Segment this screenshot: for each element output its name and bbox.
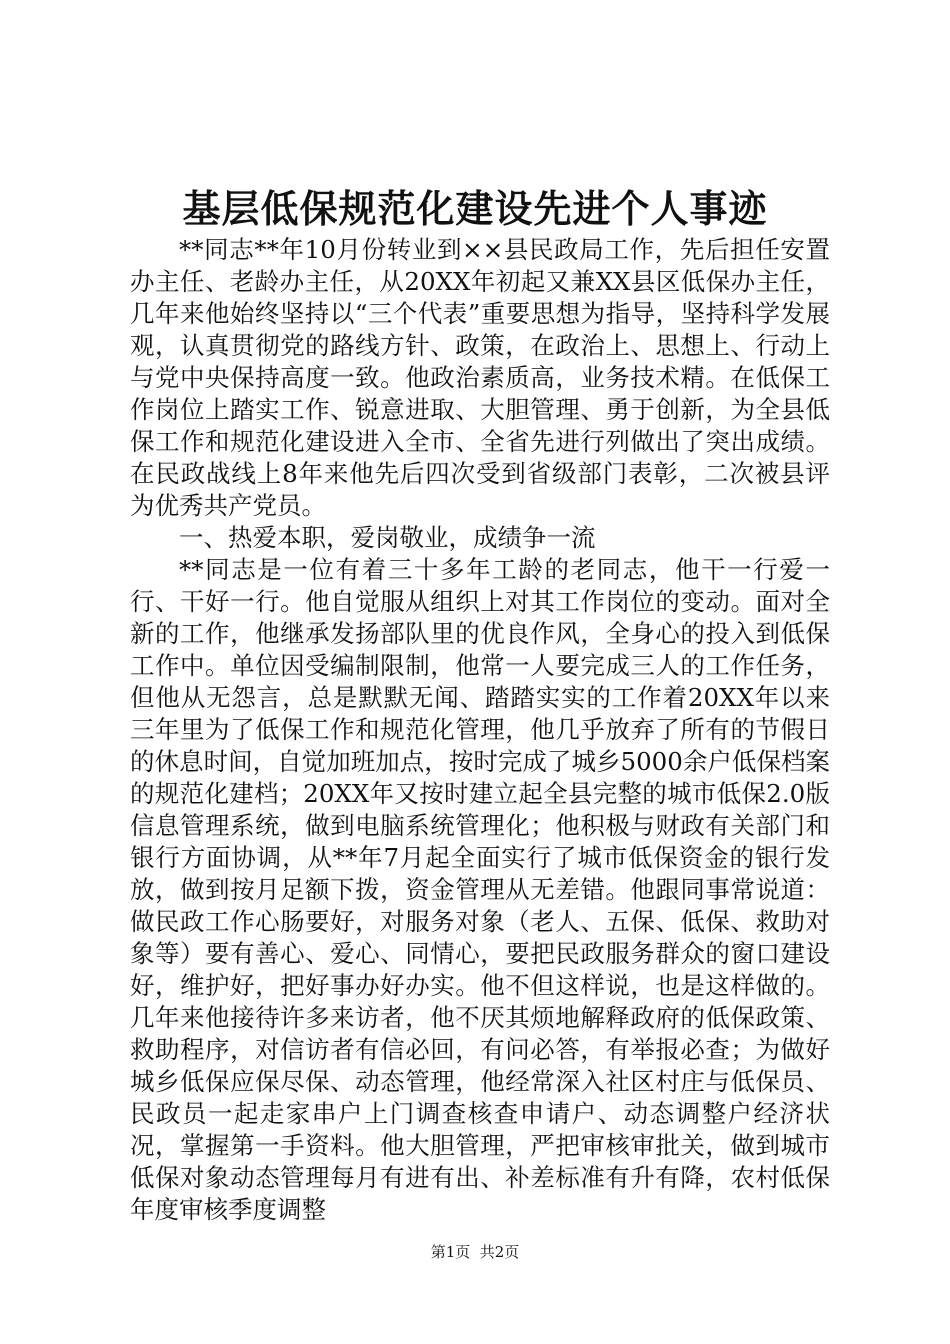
section-heading-1: 一、热爱本职，爱岗敬业，成绩争一流: [179, 523, 596, 552]
paragraph-section-1: **同志是一位有着三十多年工龄的老同志，他干一行爱一行、干好一行。他自觉服从组织上对其工作岗位的变动。面对全新的工作，他继承发扬部队里的优良作风，全身心的投入到低保工作中。单位因受编制限制，他常一人要完成三人的工作任务，但他从无怨言，总是默默无闻、踏踏实实的工作着20XX年以来三年里为了低保工作和规范化管理，他几乎放弃了所有的节假日的休息时间，自觉加班加点，按时完成了城乡5000余户低保档案的规范化建档；20XX年又按时建立起全县完整的城市低保2.0版信息管理系统，做到电脑系统管理化；他积极与财政有关部门和银行方面协调，从**年7月起全面实行了城市低保资金的银行发放，做到按月足额下拨，资金管理从无差错。他跟同事常说道：做民政工作心肠要好，对服务对象（老人、五保、低保、救助对象等）要有善心、爱心、同情心，要把民政服务群众的窗口建设好，维护好，把好事办好办实。他不但这样说，也是这样做的。几年来他接待许多来访者，他不厌其烦地解释政府的低保政策、救助程序，对信访者有信必回，有问必答，有举报必查；为做好城乡低保应保尽保、动态管理，他经常深入社区村庄与低保员、民政员一起走家串户上门调查核查申请户、动态调整户经济状况，掌握第一手资料。他大胆管理，严把审核审批关，做到城市低保对象动态管理每月有进有出、补差标准有升有降，农村低保年度审核季度调整: [130, 555, 830, 1224]
document-body: [130, 234, 830, 1226]
paragraph-intro: **同志**年10月份转业到××县民政局工作，先后担任安置办主任、老龄办主任，从20XX年初起又兼XX县区低保办主任，几年来他始终坚持以“三个代表”重要思想为指导，坚持科学发展观，认真贯彻党的路线方针、政策，在政治上、思想上、行动上与党中央保持高度一致。他政治素质高，业务技术精。在低保工作岗位上踏实工作、锐意进取、大胆管理、勇于创新，为全县低保工作和规范化建设进入全市、全省先进行列做出了突出成绩。在民政战线上8年来他先后四次受到省级部门表彰，二次被县评为优秀共产党员。: [130, 235, 830, 520]
document-title: 基层低保规范化建设先进个人事迹: [182, 186, 768, 231]
page-footer: 第1页 共2页: [430, 1243, 520, 1261]
